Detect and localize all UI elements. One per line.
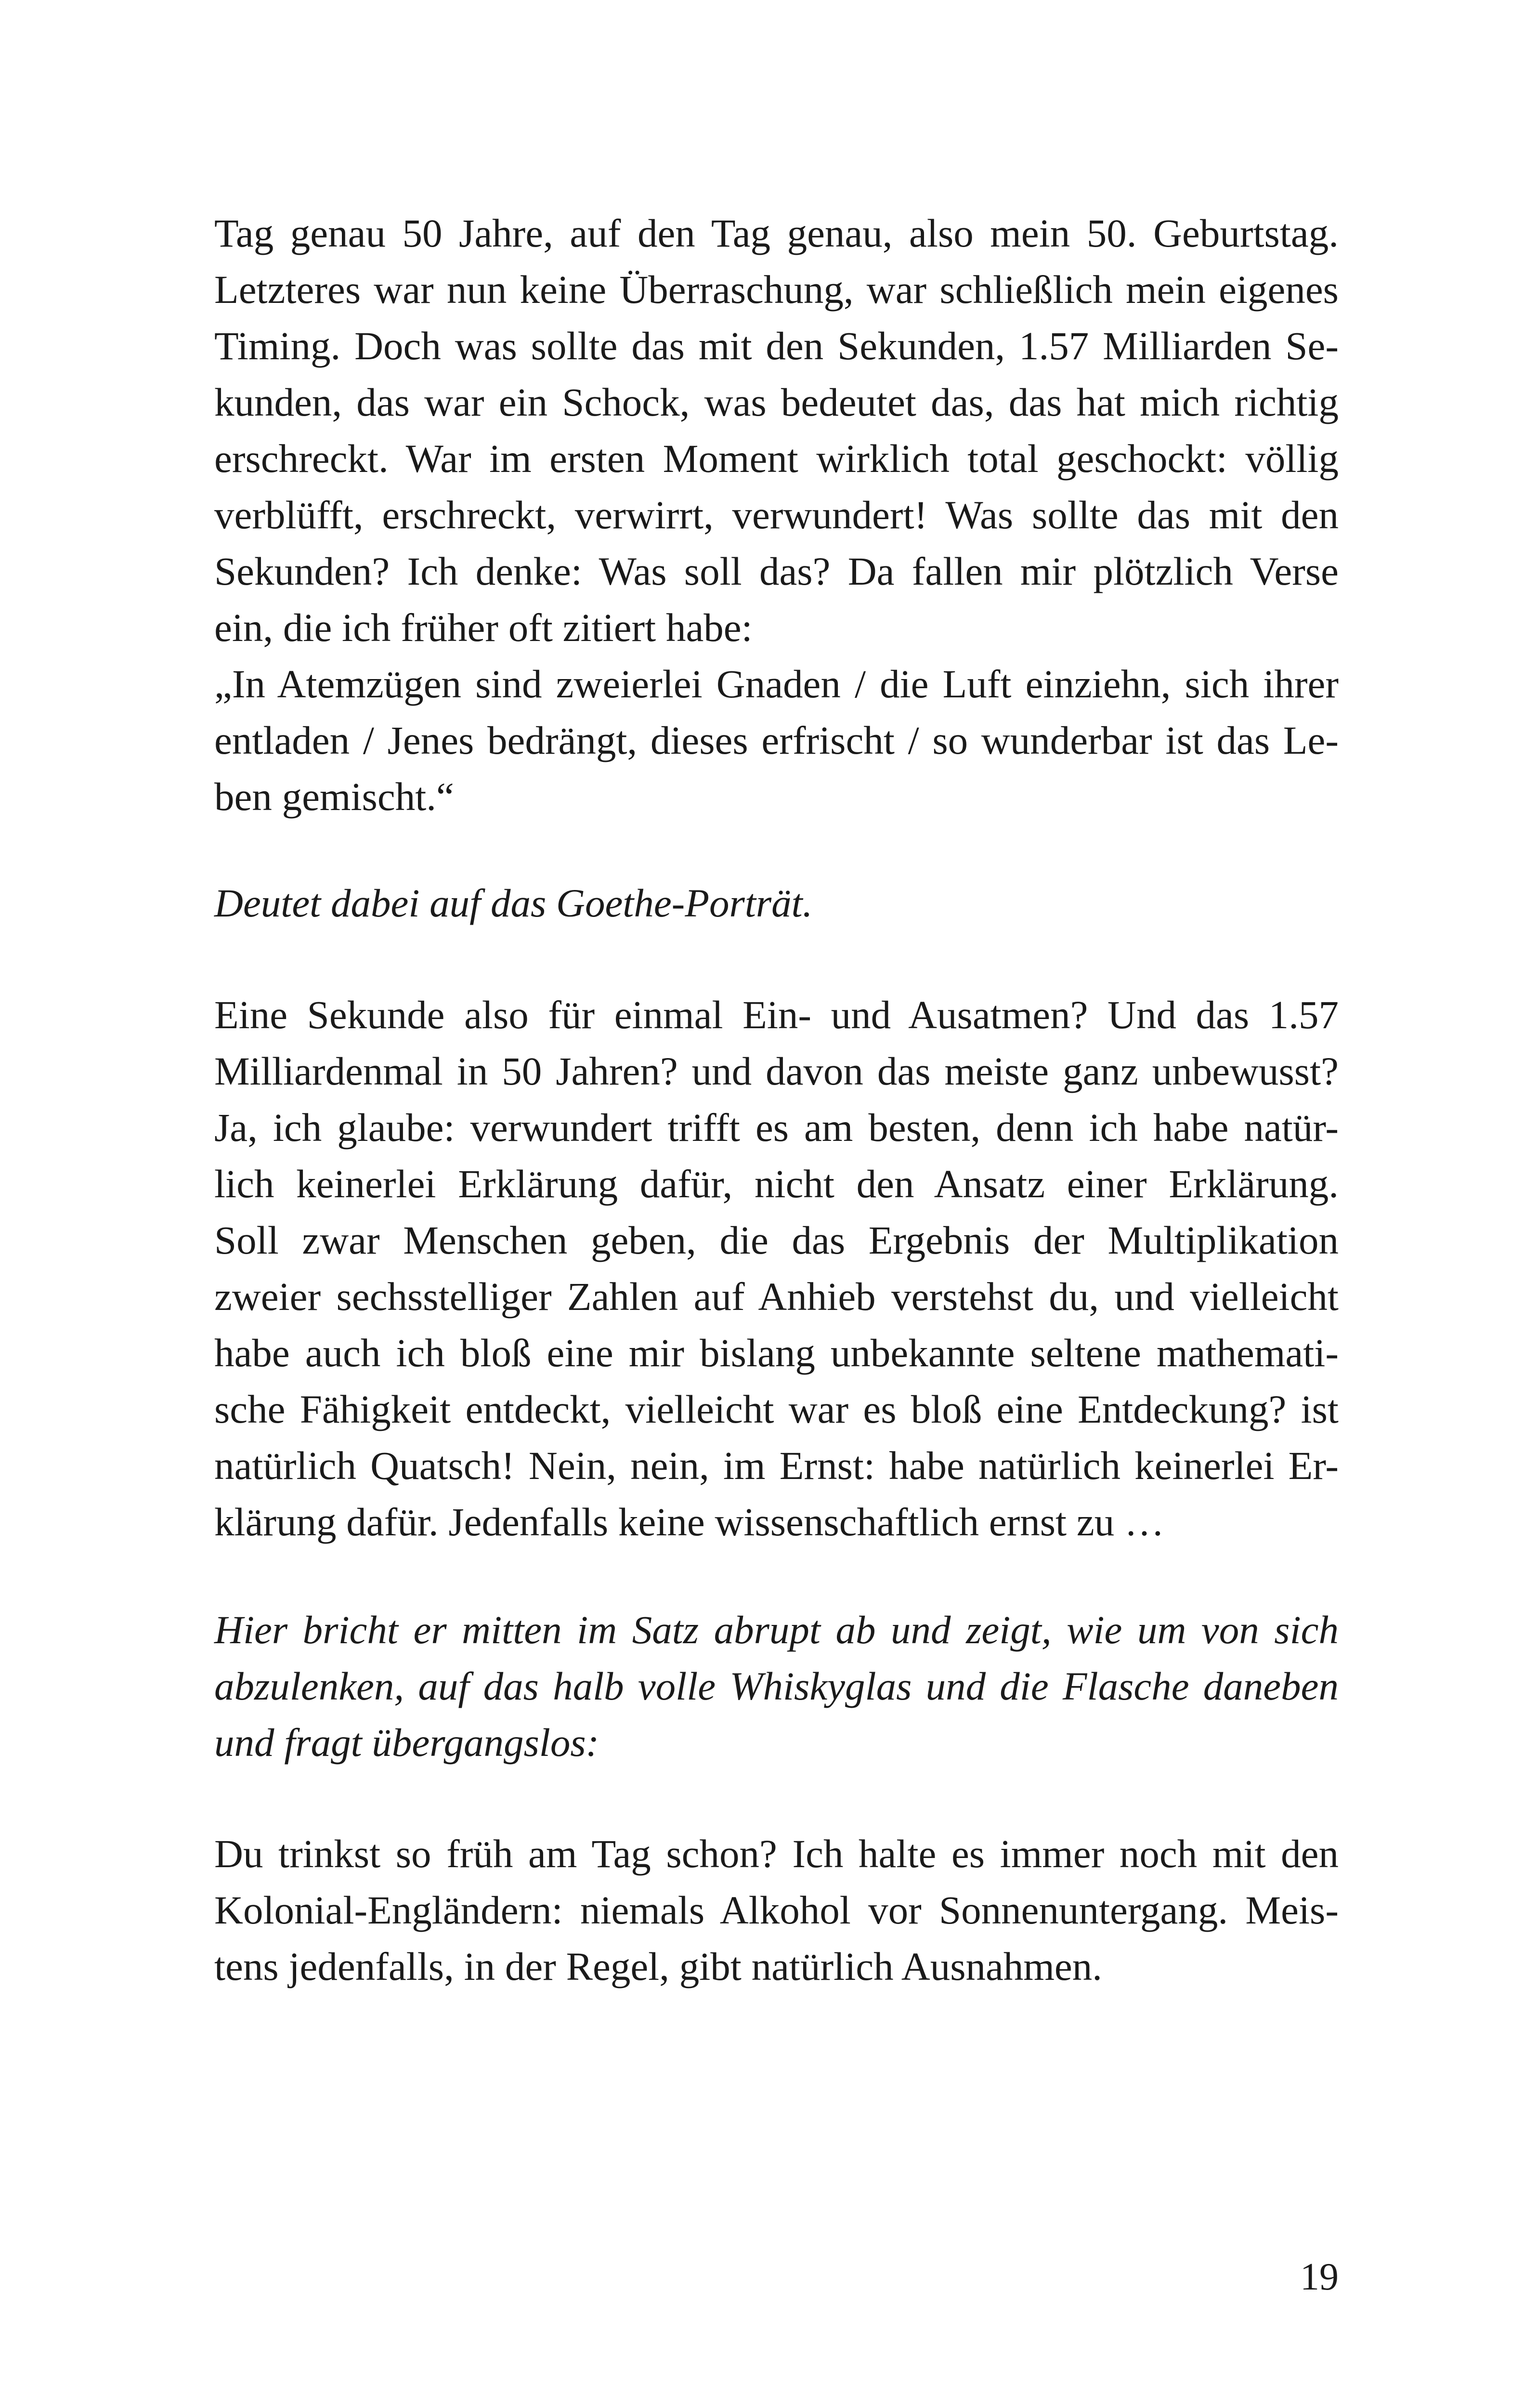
text-line: Soll zwar Menschen geben, die das Ergebnis der Multiplikation — [214, 1218, 1339, 1262]
text-line: kunden, das war ein Schock, was bedeutet das, das hat mich richtig — [214, 380, 1339, 424]
text-line: Deutet dabei auf das Goethe-Porträt. — [214, 881, 813, 925]
paragraph-dialogue-3 — [214, 1826, 1339, 1995]
text-line: verblüfft, erschreckt, verwirrt, verwundert! Was sollte das mit den — [214, 493, 1339, 537]
text-line: Milliardenmal in 50 Jahren? und davon das meiste ganz unbewusst? — [214, 1049, 1339, 1093]
text-line: entladen / Jenes bedrängt, dieses erfrischt / so wunderbar ist das Le- — [214, 718, 1339, 762]
text-line: ein, die ich früher oft zitiert habe: — [214, 605, 753, 650]
text-line: natürlich Quatsch! Nein, nein, im Ernst: habe natürlich keinerlei Er- — [214, 1443, 1339, 1488]
text-line: lich keinerlei Erklärung dafür, nicht den Ansatz einer Erklärung. — [214, 1162, 1339, 1206]
text-line: habe auch ich bloß eine mir bislang unbekannte seltene mathemati- — [214, 1331, 1339, 1375]
text-line: tens jedenfalls, in der Regel, gibt natürlich Ausnahmen. — [214, 1944, 1102, 1989]
text-line: erschreckt. War im ersten Moment wirklich total geschockt: völlig — [214, 436, 1339, 481]
text-line: Eine Sekunde also für einmal Ein- und Ausatmen? Und das 1.57 — [214, 993, 1339, 1037]
text-line: und fragt übergangslos: — [214, 1720, 599, 1765]
paragraph-dialogue-2 — [214, 987, 1339, 1550]
text-line: Timing. Doch was sollte das mit den Sekunden, 1.57 Milliarden Se- — [214, 324, 1339, 368]
stage-direction-2 — [214, 1602, 1339, 1771]
text-line: „In Atemzügen sind zweierlei Gnaden / die Luft einziehn, sich ihrer — [214, 662, 1339, 706]
text-line: Ja, ich glaube: verwundert trifft es am besten, denn ich habe natür- — [214, 1105, 1339, 1150]
text-line: abzulenken, auf das halb volle Whiskyglas und die Flasche daneben — [214, 1664, 1339, 1708]
page-number: 19 — [1300, 2256, 1339, 2298]
text-line: Kolonial-Engländern: niemals Alkohol vor Sonnenuntergang. Meis- — [214, 1888, 1339, 1932]
text-line: Letzteres war nun keine Überraschung, war schließlich mein eigenes — [214, 267, 1339, 312]
text-line: sche Fähigkeit entdeckt, vielleicht war es bloß eine Entdeckung? ist — [214, 1387, 1339, 1431]
text-line: ben gemischt.“ — [214, 774, 454, 819]
stage-direction-1 — [214, 875, 1339, 931]
text-line: Sekunden? Ich denke: Was soll das? Da fallen mir plötzlich Verse — [214, 549, 1339, 593]
text-line: Du trinkst so früh am Tag schon? Ich halte es immer noch mit den — [214, 1832, 1339, 1876]
text-line: Tag genau 50 Jahre, auf den Tag genau, also mein 50. Geburtstag. — [214, 211, 1339, 255]
text-line: klärung dafür. Jedenfalls keine wissenschaftlich ernst zu … — [214, 1500, 1164, 1544]
paragraph-dialogue-1 — [214, 205, 1339, 825]
text-line: Hier bricht er mitten im Satz abrupt ab und zeigt, wie um von sich — [214, 1608, 1339, 1652]
text-line: zweier sechsstelliger Zahlen auf Anhieb verstehst du, und vielleicht — [214, 1274, 1339, 1319]
